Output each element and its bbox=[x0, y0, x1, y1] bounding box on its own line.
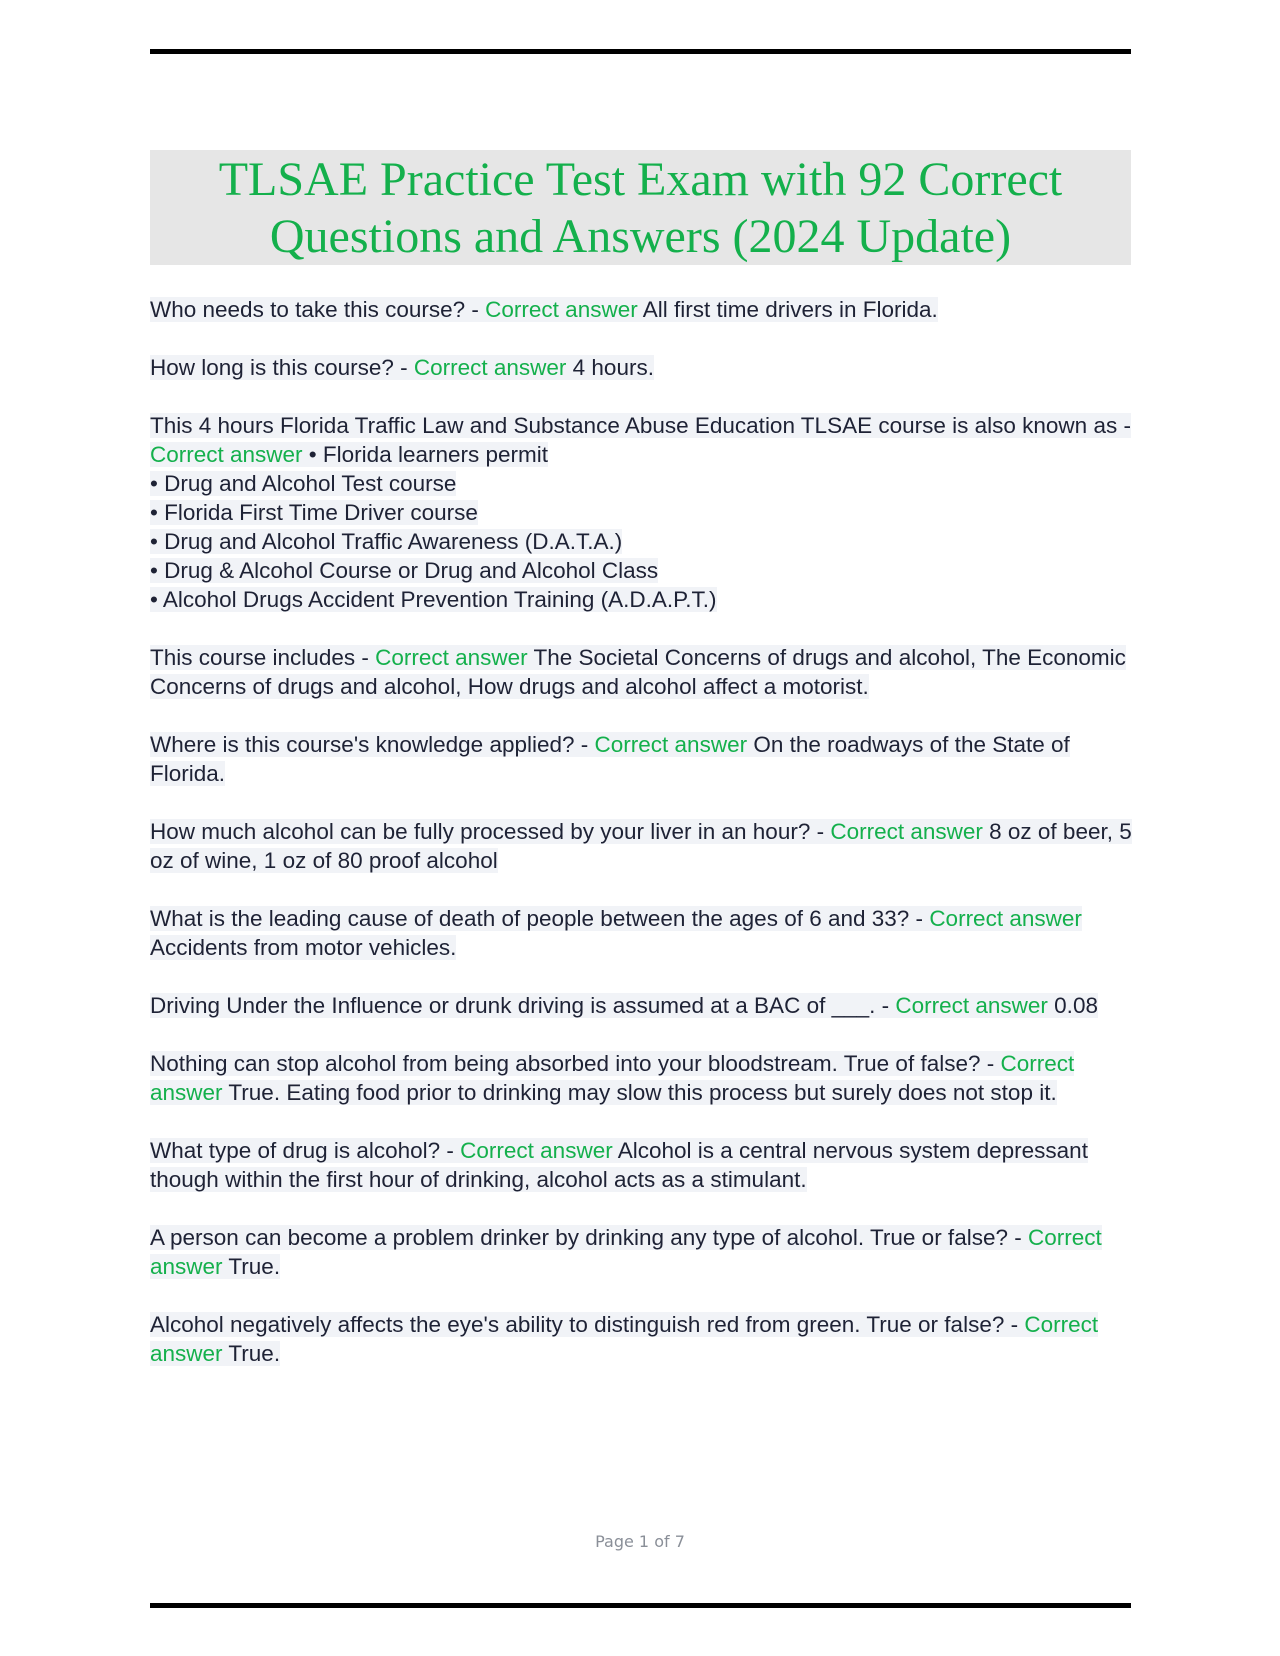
question-text: What is the leading cause of death of people between the ages of 6 and 33? - bbox=[150, 906, 930, 931]
question-text: Where is this course's knowledge applied? - bbox=[150, 732, 595, 757]
answer-text: 4 hours. bbox=[566, 355, 654, 380]
top-rule bbox=[150, 49, 1131, 54]
answer-text: All first time drivers in Florida. bbox=[637, 297, 938, 322]
question-text: Driving Under the Influence or drunk driving is assumed at a BAC of ___. - bbox=[150, 993, 896, 1018]
document-title bbox=[219, 151, 1063, 265]
answer-label: Correct answer bbox=[594, 732, 748, 757]
qa-item bbox=[150, 643, 1140, 701]
question-text: How long is this course? - bbox=[150, 355, 414, 380]
qa-item bbox=[150, 1136, 1140, 1194]
bullet-item: • Drug and Alcohol Test course bbox=[150, 471, 457, 496]
answer-label: Correct answer bbox=[150, 1051, 1075, 1105]
answer-label: Correct answer bbox=[413, 355, 567, 380]
question-text: A person can become a problem drinker by drinking any type of alcohol. True or false? - bbox=[150, 1225, 1028, 1250]
bullet-item: • Drug & Alcohol Course or Drug and Alcohol Class bbox=[150, 558, 659, 583]
answer-text: Alcohol is a central nervous system depressant though within the first hour of drinking, alcohol acts as a stimulant. bbox=[150, 1138, 1088, 1192]
bullet-item: • Drug and Alcohol Traffic Awareness (D.A.T.A.) bbox=[150, 529, 623, 554]
title-line-1: TLSAE Practice Test Exam with 92 Correct bbox=[218, 152, 1063, 206]
qa-item bbox=[150, 730, 1140, 788]
answer-label: Correct answer bbox=[375, 645, 528, 670]
qa-item bbox=[150, 991, 1140, 1020]
bottom-rule bbox=[150, 1603, 1131, 1608]
question-text: Who needs to take this course? - bbox=[150, 297, 486, 322]
answer-label: Correct answer bbox=[895, 993, 1048, 1018]
qa-item bbox=[150, 295, 1140, 324]
question-text: Nothing can stop alcohol from being absorbed into your bloodstream. True of false? - bbox=[150, 1051, 1001, 1076]
page-number: Page 1 of 7 bbox=[595, 1532, 685, 1551]
answer-text: On the roadways of the State of Florida. bbox=[150, 732, 1070, 786]
answer-label: Correct answer bbox=[150, 1312, 1099, 1366]
qa-list bbox=[150, 295, 1140, 1397]
qa-item bbox=[150, 904, 1140, 962]
question-text: Alcohol negatively affects the eye's ability to distinguish red from green. True or false? - bbox=[150, 1312, 1025, 1337]
question-text: How much alcohol can be fully processed by your liver in an hour? - bbox=[150, 819, 831, 844]
qa-item bbox=[150, 1310, 1140, 1368]
qa-item bbox=[150, 1223, 1140, 1281]
qa-item bbox=[150, 353, 1140, 382]
answer-text: Accidents from motor vehicles. bbox=[150, 935, 457, 960]
answer-text: • Florida learners permit bbox=[302, 442, 549, 467]
question-text: This 4 hours Florida Traffic Law and Substance Abuse Education TLSAE course is also known as - bbox=[150, 413, 1131, 438]
answer-label: Correct answer bbox=[485, 297, 638, 322]
answer-label: Correct answer bbox=[150, 442, 303, 467]
answer-text: True. bbox=[222, 1254, 281, 1279]
qa-item bbox=[150, 1049, 1140, 1107]
question-text: This course includes - bbox=[150, 645, 376, 670]
qa-item bbox=[150, 817, 1140, 875]
qa-item bbox=[150, 411, 1140, 614]
bullet-item: • Florida First Time Driver course bbox=[150, 500, 478, 525]
title-line-2: Questions and Answers (2024 Update) bbox=[269, 209, 1012, 263]
answer-text: The Societal Concerns of drugs and alcohol, The Economic Concerns of drugs and alcohol, How drugs and alcohol affect a motorist. bbox=[150, 645, 1126, 699]
title-banner bbox=[150, 150, 1131, 265]
answer-text: 8 oz of beer, 5 oz of wine, 1 oz of 80 proof alcohol bbox=[150, 819, 1132, 873]
bullet-item: • Alcohol Drugs Accident Prevention Training (A.D.A.P.T.) bbox=[150, 587, 717, 612]
answer-text: True. Eating food prior to drinking may slow this process but surely does not stop it. bbox=[222, 1080, 1057, 1105]
answer-label: Correct answer bbox=[830, 819, 983, 844]
answer-label: Correct answer bbox=[460, 1138, 613, 1163]
answer-text: 0.08 bbox=[1047, 993, 1098, 1018]
question-text: What type of drug is alcohol? - bbox=[150, 1138, 461, 1163]
answer-text: True. bbox=[222, 1341, 281, 1366]
answer-label: Correct answer bbox=[150, 1225, 1102, 1279]
answer-label: Correct answer bbox=[929, 906, 1082, 931]
